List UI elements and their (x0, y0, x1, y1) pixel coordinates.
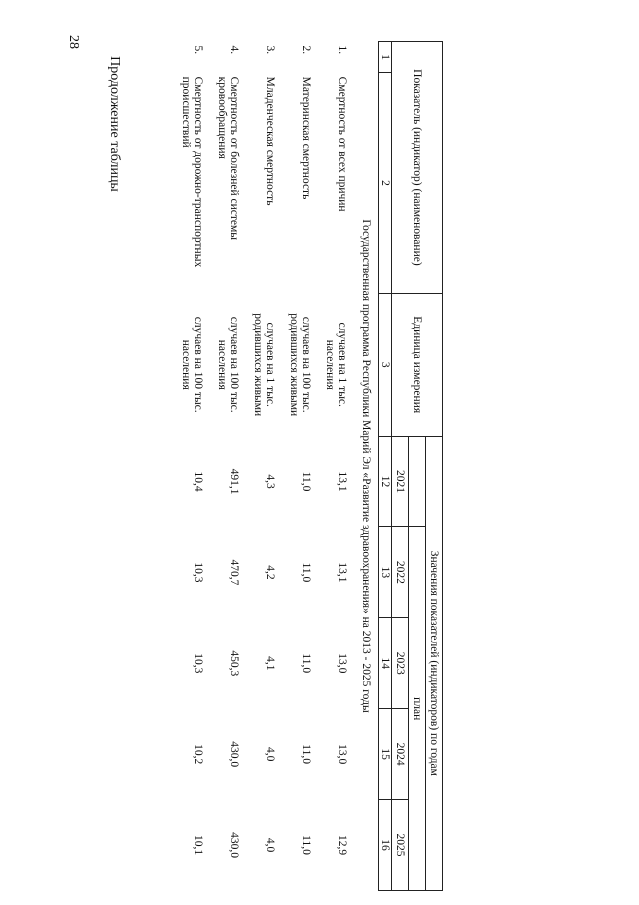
row-name: Смертность от болезней системы кровообращения (216, 76, 240, 241)
row-value: 13,1 (336, 471, 348, 492)
row-unit: случаев на 1 тыс. населения (324, 322, 348, 407)
col-number: 14 (379, 618, 392, 709)
row-value: 10,3 (192, 653, 204, 674)
row-value: 430,0 (228, 741, 240, 768)
header-spacer (409, 436, 426, 527)
row-unit: случаев на 100 тыс. родившихся живыми (288, 313, 312, 417)
row-value: 450,3 (228, 650, 240, 677)
col-number: 12 (379, 436, 392, 527)
page-number: 28 (66, 35, 81, 49)
row-value: 491,1 (228, 468, 240, 495)
program-title: Государственная программа Республики Марий Эл «Развитие здравоохранения» на 2013 - 2025 годы (360, 219, 372, 713)
row-value: 11,0 (300, 562, 312, 583)
header-year: 2022 (392, 527, 409, 618)
row-value: 10,3 (192, 562, 204, 583)
table-row (318, 42, 354, 891)
table-row (210, 42, 246, 891)
row-value: 10,4 (192, 471, 204, 492)
row-value: 4,0 (264, 837, 276, 853)
row-name: Материнская смертность (300, 76, 312, 200)
header-year: 2025 (392, 800, 409, 891)
col-number: 13 (379, 527, 392, 618)
header-year: 2021 (392, 436, 409, 527)
col-number: 15 (379, 709, 392, 800)
row-unit: случаев на 100 тыс. населения (180, 316, 204, 413)
row-value: 13,0 (336, 653, 348, 674)
indicators-table (174, 41, 443, 891)
row-value: 11,0 (300, 471, 312, 492)
col-number: 1 (379, 42, 392, 73)
table-row (282, 42, 318, 891)
header-year: 2023 (392, 618, 409, 709)
row-number: 3. (264, 45, 276, 55)
row-unit: случаев на 1 тыс. родившихся живыми (252, 313, 276, 417)
row-value: 4,0 (264, 746, 276, 762)
row-number: 1. (336, 45, 348, 55)
row-value: 11,0 (300, 653, 312, 674)
row-number: 5. (192, 45, 204, 55)
row-number: 2. (300, 45, 312, 55)
row-name: Младенческая смертность (264, 76, 276, 206)
rotated-table-region (0, 41, 443, 891)
row-value: 12,9 (336, 834, 348, 856)
header-plan: план (409, 527, 426, 891)
row-value: 10,2 (192, 744, 204, 765)
row-value: 11,0 (300, 835, 312, 855)
header-unit: Единица измерения (392, 293, 443, 436)
row-unit: случаев на 100 тыс. населения (216, 316, 240, 413)
header-values-group: Значения показателей (индикаторов) по годам (426, 436, 443, 890)
row-value: 4,3 (264, 474, 276, 489)
table-row (246, 42, 282, 891)
row-value: 11,0 (300, 744, 312, 764)
table-row (174, 42, 210, 891)
row-value: 4,2 (264, 565, 276, 580)
col-number: 2 (379, 73, 392, 294)
col-number: 3 (379, 293, 392, 436)
row-value: 10,1 (192, 834, 204, 856)
header-indicator: Показатель (индикатор) (наименование) (392, 42, 443, 294)
row-number: 4. (228, 45, 240, 55)
row-value: 4,1 (264, 656, 276, 671)
row-value: 430,0 (228, 832, 240, 858)
continuation-label: Продолжение таблицы (106, 56, 122, 192)
table-body (174, 42, 354, 891)
row-name: Смертность от дорожно-транспортных происшествий (180, 76, 204, 268)
row-value: 13,1 (336, 562, 348, 583)
row-name: Смертность от всех причин (336, 76, 348, 212)
header-year: 2024 (392, 709, 409, 800)
col-number: 16 (379, 800, 392, 891)
row-value: 470,7 (228, 559, 240, 586)
row-value: 13,0 (336, 744, 348, 765)
